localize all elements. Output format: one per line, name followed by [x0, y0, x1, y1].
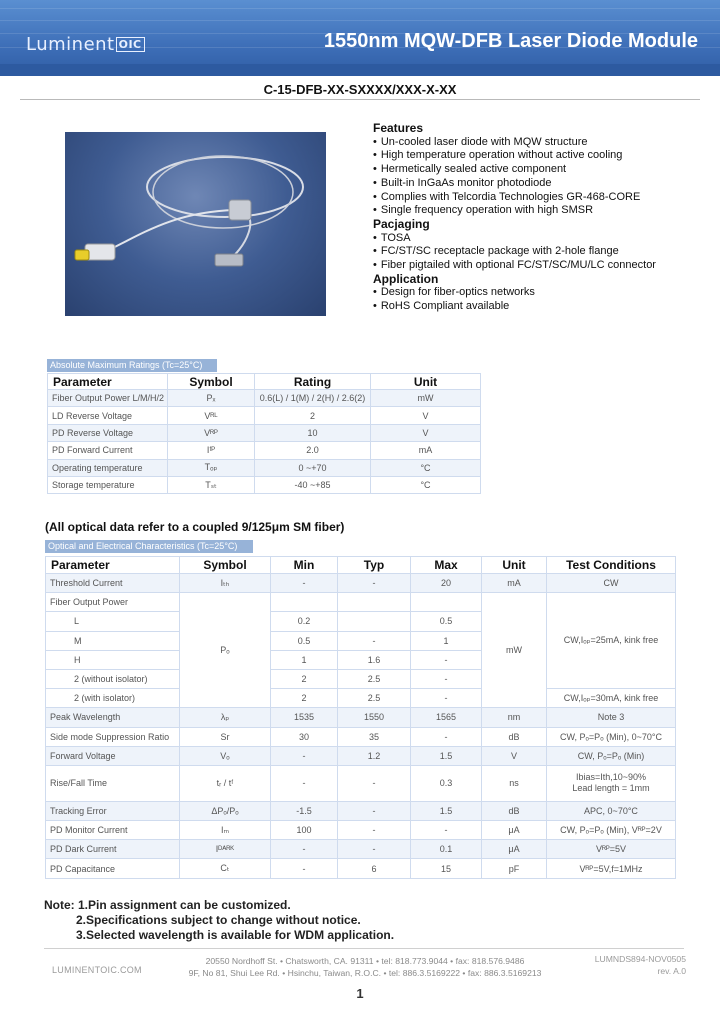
- application-heading: Application: [373, 271, 439, 286]
- feature-item: • Single frequency operation with high SMSR: [373, 204, 703, 218]
- packaging-item: • Fiber pigtailed with optional FC/ST/SC/MU/LC connector: [373, 259, 703, 273]
- col-header: Typ: [338, 557, 411, 574]
- table-row: PD Monitor Current Iₘ 100 - - μA CW, Pₒ=Pₒ (Min), Vᴿᴾ=2V: [46, 821, 676, 840]
- footer-divider: [44, 948, 684, 949]
- table-row: M 0.5 - 1: [46, 631, 676, 650]
- application-item: • RoHS Compliant available: [373, 300, 703, 314]
- col-header: Parameter: [46, 557, 180, 574]
- table-row: Peak Wavelength λₚ 1535 1550 1565 nm Note 3: [46, 708, 676, 727]
- doc-id: LUMNDS894-NOV0505: [594, 954, 686, 964]
- footer-addresses: [170, 955, 560, 979]
- feature-item: • High temperature operation without active cooling: [373, 149, 703, 163]
- notes-section: [44, 898, 394, 943]
- table-row: Tracking Error ΔPₒ/Pₒ -1.5 - 1.5 dB APC, 0~70°C: [46, 801, 676, 820]
- col-header: Rating: [255, 374, 371, 390]
- address-us: 20550 Nordhoff St. • Chatsworth, CA. 91311 • tel: 818.773.9044 • fax: 818.576.9486: [205, 956, 525, 966]
- col-header: Symbol: [180, 557, 271, 574]
- header-banner: [0, 0, 720, 76]
- optical-data-note: (All optical data refer to a coupled 9/125μm SM fiber): [45, 520, 345, 534]
- optical-characteristics-table: [45, 556, 676, 879]
- table-row: PD Dark Current Iᴰᴬᴿᴷ - - 0.1 μA Vᴿᴾ=5V: [46, 840, 676, 859]
- note-item: 2.Specifications subject to change without notice.: [76, 913, 361, 927]
- table-row: Forward Voltage Vₒ - 1.2 1.5 V CW, Pₒ=Pₒ (Min): [46, 746, 676, 765]
- footer-website: LUMINENTOIC.COM: [52, 965, 142, 975]
- table-row: PD Capacitance Cₜ - 6 15 pF Vᴿᴾ=5V,f=1MHz: [46, 859, 676, 878]
- packaging-item: • TOSA: [373, 232, 703, 246]
- feature-item: • Built-in InGaAs monitor photodiode: [373, 177, 703, 191]
- col-header: Symbol: [168, 374, 255, 390]
- application-item: • Design for fiber-optics networks: [373, 286, 703, 300]
- absolute-max-ratings-table: [47, 373, 481, 494]
- col-header: Max: [411, 557, 482, 574]
- table-row: H 1 1.6 -: [46, 650, 676, 669]
- table-row: Fiber Output Power Pₒ mW CW,Iₒₚ=25mA, kink free: [46, 593, 676, 612]
- footer-docinfo: [595, 953, 686, 977]
- table-row: Rise/Fall Time tᵣ / tᶠ - - 0.3 ns Ibias=Ith,10~90% Lead length = 1mm: [46, 765, 676, 801]
- table-row: Operating temperature Tₒₚ 0 ~+70 °C: [48, 459, 481, 476]
- col-header: Parameter: [48, 374, 168, 390]
- feature-item: • Hermetically sealed active component: [373, 163, 703, 177]
- company-logo: Luminent OIC: [26, 34, 145, 55]
- note-item: 3.Selected wavelength is available for WDM application.: [76, 928, 395, 942]
- col-header: Min: [271, 557, 338, 574]
- table-row: Threshold Current Iₜₕ - - 20 mA CW: [46, 574, 676, 593]
- table-row: Storage temperature Tₛₜ -40 ~+85 °C: [48, 476, 481, 493]
- note-item: Note: 1.Pin assignment can be customized.: [44, 898, 291, 912]
- page-number: 1: [356, 986, 364, 1001]
- packaging-heading: Pacjaging: [373, 216, 430, 231]
- col-header: Unit: [371, 374, 481, 390]
- table-row: Fiber Output Power L/M/H/2 Pₓ 0.6(L) / 1(M) / 2(H) / 2.6(2) mW: [48, 390, 481, 407]
- revision: rev. A.0: [657, 966, 686, 976]
- table-row: LD Reverse Voltage Vᴿᴸ 2 V: [48, 407, 481, 424]
- col-header: Unit: [482, 557, 547, 574]
- feature-item: • Un-cooled laser diode with MQW structure: [373, 136, 703, 150]
- packaging-item: • FC/ST/SC receptacle package with 2-hole flange: [373, 245, 703, 259]
- col-header: Test Conditions: [547, 557, 676, 574]
- divider: [20, 99, 700, 100]
- part-number: C-15-DFB-XX-SXXXX/XXX-X-XX: [263, 82, 457, 97]
- table-row: Side mode Suppression Ratio Sr 30 35 - dB CW, Pₒ=Pₒ (Min), 0~70°C: [46, 727, 676, 746]
- address-tw: 9F, No 81, Shui Lee Rd. • Hsinchu, Taiwan, R.O.C. • tel: 886.3.5169222 • fax: 886.3.5169213: [188, 968, 542, 978]
- table-row: 2 (without isolator) 2 2.5 -: [46, 669, 676, 688]
- features-heading: Features: [373, 121, 424, 135]
- banner-band: [0, 64, 720, 76]
- features-section: [373, 122, 703, 314]
- abs-table-title: Absolute Maximum Ratings (Tc=25°C): [47, 359, 217, 372]
- table-row: PD Reverse Voltage Vᴿᴾ 10 V: [48, 424, 481, 441]
- table-row: L 0.2 0.5: [46, 612, 676, 631]
- document-title: 1550nm MQW-DFB Laser Diode Module: [323, 30, 698, 52]
- feature-item: • Complies with Telcordia Technologies GR-468-CORE: [373, 191, 703, 205]
- table-row: PD Forward Current Iᶠᴾ 2.0 mA: [48, 442, 481, 459]
- product-photo: [65, 132, 326, 316]
- table-row: 2 (with isolator) 2 2.5 - CW,Iₒₚ=30mA, kink free: [46, 689, 676, 708]
- opt-table-title: Optical and Electrical Characteristics (Tc=25°C): [45, 540, 253, 553]
